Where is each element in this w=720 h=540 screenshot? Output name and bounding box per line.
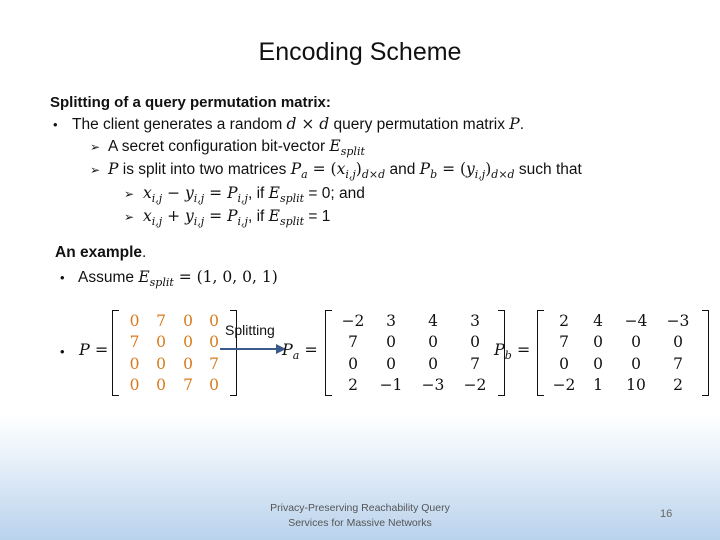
matrix-cell: 0 (209, 333, 219, 352)
matrix-cell: 0 (470, 333, 480, 352)
matrix-cell: 0 (209, 376, 219, 395)
matrix-cell: −1 (379, 376, 403, 395)
matrix-row (547, 332, 699, 354)
matrix-cell: 2 (559, 311, 569, 330)
matrix-cell: 0 (673, 333, 683, 352)
matrix-cell: 0 (631, 354, 641, 373)
arrow-bullet-icon: ➢ (90, 163, 101, 177)
matrix-row (547, 353, 699, 375)
matrix-cell: 2 (673, 376, 683, 395)
matrix-cell: 7 (156, 311, 166, 330)
matrix-cell: 0 (156, 376, 166, 395)
matrix-cell: −4 (624, 311, 648, 330)
example-heading: An example. (55, 244, 147, 261)
page-number: 16 (660, 508, 673, 520)
matrix-row (122, 332, 227, 354)
matrix-cell: 2 (348, 376, 358, 395)
matrix-cell: 0 (593, 333, 603, 352)
arrow-bullet-icon: ➢ (90, 140, 101, 154)
matrix-cell: 0 (593, 354, 603, 373)
condition-plus: $x_{i,j} + y_{i,j} = P_{i,j}$, if $E_{split} = 1$ (143, 207, 331, 229)
matrix-row (122, 310, 227, 332)
matrix-cell: 0 (156, 354, 166, 373)
matrix-cell: 0 (386, 333, 396, 352)
bullet-dot: • (60, 344, 65, 359)
bullet-dot: • (53, 117, 58, 132)
matrix-row (335, 375, 495, 397)
matrix-row (335, 310, 495, 332)
bullet-dot: • (60, 270, 65, 285)
section-heading: Splitting of a query permutation matrix: (50, 94, 331, 111)
matrix-cell: 7 (559, 333, 569, 352)
matrix-cell: −2 (552, 376, 576, 395)
matrix-Pb-label: $P_b$ = (494, 340, 531, 363)
matrix-cell: 0 (156, 333, 166, 352)
matrix-cell: 7 (673, 354, 683, 373)
splitting-label: Splitting (225, 322, 275, 338)
slide-title: Encoding Scheme (258, 38, 462, 66)
matrix-cell: 0 (183, 354, 193, 373)
matrix-cell: 0 (559, 354, 569, 373)
matrix-cell: 0 (428, 354, 438, 373)
matrix-cell: 3 (470, 311, 480, 330)
matrix-cell: 7 (470, 354, 480, 373)
sub-bullet-split-matrices: P is split into two matrices $P_a = (x_{i,j})_{d\times d}$ and $P_b = (y_{i,j})_{d\times d}$ such that (108, 160, 582, 182)
matrix-cell: 0 (129, 354, 140, 373)
matrix-cell: −2 (341, 311, 365, 330)
matrix-cell: 7 (348, 333, 358, 352)
matrix-P-label: P = (79, 340, 109, 359)
condition-minus: $x_{i,j} - y_{i,j} = P_{i,j}$, if $E_{split} = 0$; and (143, 184, 365, 206)
matrix-cell: 0 (631, 333, 641, 352)
matrix-Pa (325, 310, 505, 396)
matrix-cell: 1 (593, 376, 603, 395)
matrix-cell: −3 (421, 376, 445, 395)
matrix-cell: 0 (386, 354, 396, 373)
matrix-row (122, 375, 227, 397)
matrix-row (335, 353, 495, 375)
matrix-row (547, 310, 699, 332)
arrow-bullet-icon: ➢ (124, 210, 135, 224)
matrix-cell: 3 (386, 311, 396, 330)
matrix-cell: 0 (129, 376, 140, 395)
matrix-cell: 7 (129, 333, 140, 352)
assume-line: Assume $E_{split} = (1$, 0, 0, 1) (78, 268, 278, 290)
matrix-cell: 0 (428, 333, 438, 352)
sub-bullet-secret-vector: A secret configuration bit-vector $E_{split}$ (108, 137, 365, 159)
footer-text: Privacy-Preserving Reachability Query Services for Massive Networks (270, 502, 450, 529)
bullet-generate-matrix: The client generates a random d × d query permutation matrix P. (72, 115, 525, 133)
matrix-row (547, 375, 699, 397)
matrix-cell: 10 (626, 376, 646, 395)
matrix-cell: 0 (129, 311, 140, 330)
matrix-cell: 4 (593, 311, 603, 330)
matrix-cell: 7 (209, 354, 219, 373)
matrix-cell: 7 (183, 376, 193, 395)
splitting-arrow-icon (218, 342, 288, 356)
matrix-Pa-label: $P_a$ = (282, 340, 318, 363)
matrix-cell: −3 (666, 311, 690, 330)
matrix-cell: 4 (428, 311, 438, 330)
matrix-cell: 0 (183, 311, 193, 330)
arrow-bullet-icon: ➢ (124, 187, 135, 201)
matrix-cell: 0 (183, 333, 193, 352)
matrix-row (122, 353, 227, 375)
matrix-cell: 0 (348, 354, 358, 373)
matrix-cell: −2 (463, 376, 487, 395)
matrix-cell: 0 (209, 311, 219, 330)
matrix-row (335, 332, 495, 354)
matrix-Pb (537, 310, 709, 396)
